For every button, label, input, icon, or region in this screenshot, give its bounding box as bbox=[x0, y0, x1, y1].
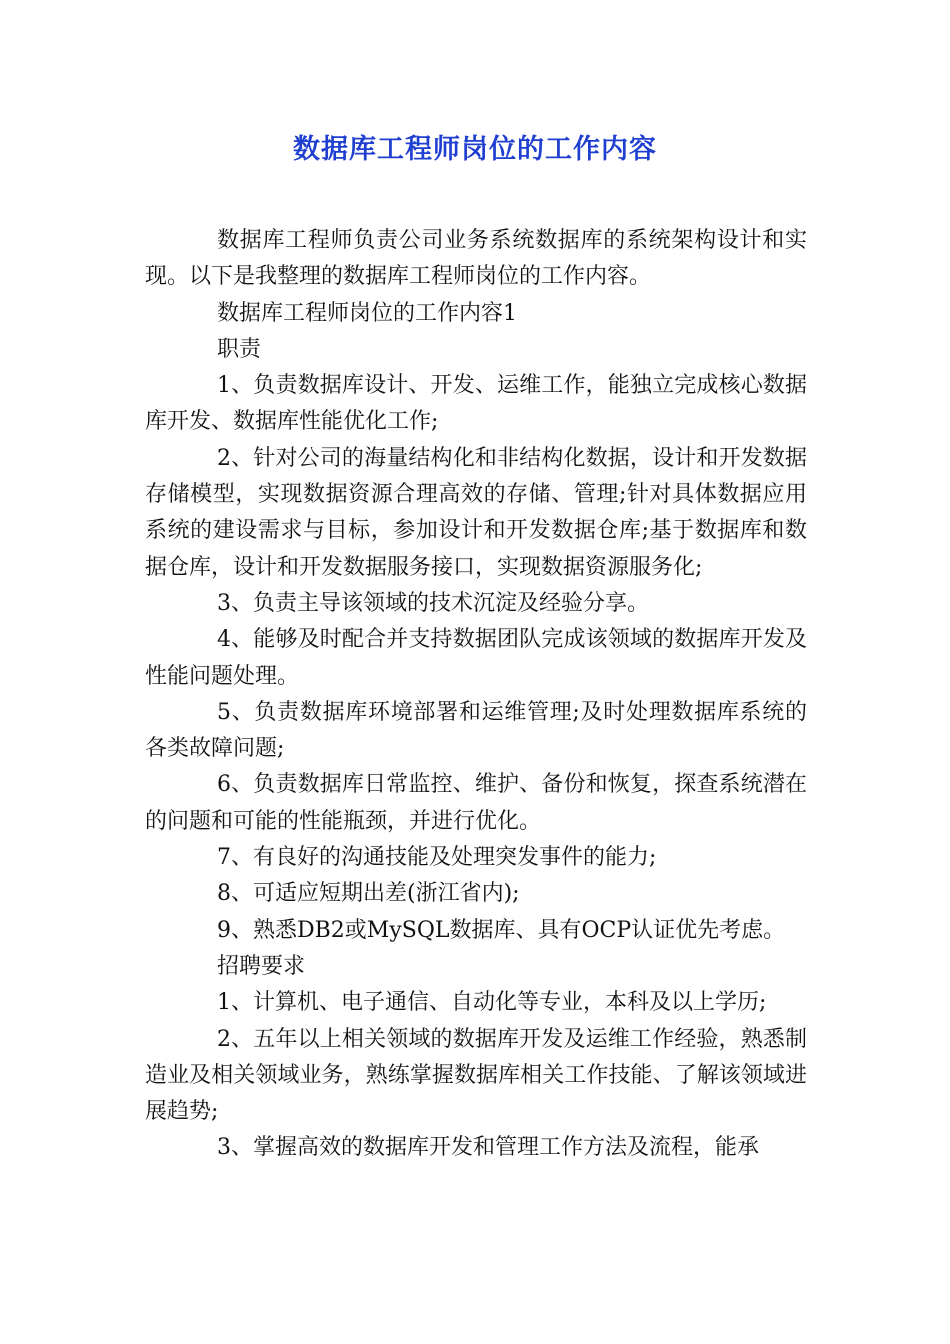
section-heading: 数据库工程师岗位的工作内容1 bbox=[217, 300, 517, 326]
document-body bbox=[145, 223, 807, 1167]
document-title: 数据库工程师岗位的工作内容 bbox=[293, 134, 657, 165]
subsection-heading-requirements: 招聘要求 bbox=[217, 953, 306, 979]
duty-item: 5、负责数据库环境部署和运维管理;及时处理数据库系统的各类故障问题; bbox=[145, 699, 807, 762]
requirement-item: 1、计算机、电子通信、自动化等专业，本科及以上学历; bbox=[217, 990, 767, 1016]
duty-item: 3、负责主导该领域的技术沉淀及经验分享。 bbox=[217, 590, 649, 616]
requirement-item: 2、五年以上相关领域的数据库开发及运维工作经验，熟悉制造业及相关领域业务，熟练掌握数据库相关工作技能、了解该领域进展趋势; bbox=[145, 1026, 807, 1125]
duty-item: 2、针对公司的海量结构化和非结构化数据，设计和开发数据存储模型，实现数据资源合理高效的存储、管理;针对具体数据应用系统的建设需求与目标，参加设计和开发数据仓库;基于数据库和数据仓库，设计和开发数据服务接口，实现数据资源服务化; bbox=[145, 445, 807, 580]
duty-item: 4、能够及时配合并支持数据团队完成该领域的数据库开发及性能问题处理。 bbox=[145, 627, 807, 689]
subsection-heading-duties: 职责 bbox=[217, 336, 262, 362]
duty-item: 1、负责数据库设计、开发、运维工作，能独立完成核心数据库开发、数据库性能优化工作; bbox=[145, 373, 807, 435]
intro-paragraph: 数据库工程师负责公司业务系统数据库的系统架构设计和实现。以下是我整理的数据库工程师岗位的工作内容。 bbox=[145, 228, 807, 290]
duty-item: 7、有良好的沟通技能及处理突发事件的能力; bbox=[217, 845, 657, 871]
duty-item: 6、负责数据库日常监控、维护、备份和恢复，探查系统潜在的问题和可能的性能瓶颈，并进行优化。 bbox=[145, 772, 807, 834]
requirement-item: 3、掌握高效的数据库开发和管理工作方法及流程，能承 bbox=[217, 1135, 759, 1161]
duty-item: 8、可适应短期出差(浙江省内); bbox=[217, 881, 520, 907]
duty-item: 9、熟悉DB2或MySQL数据库、具有OCP认证优先考虑。 bbox=[217, 917, 786, 943]
